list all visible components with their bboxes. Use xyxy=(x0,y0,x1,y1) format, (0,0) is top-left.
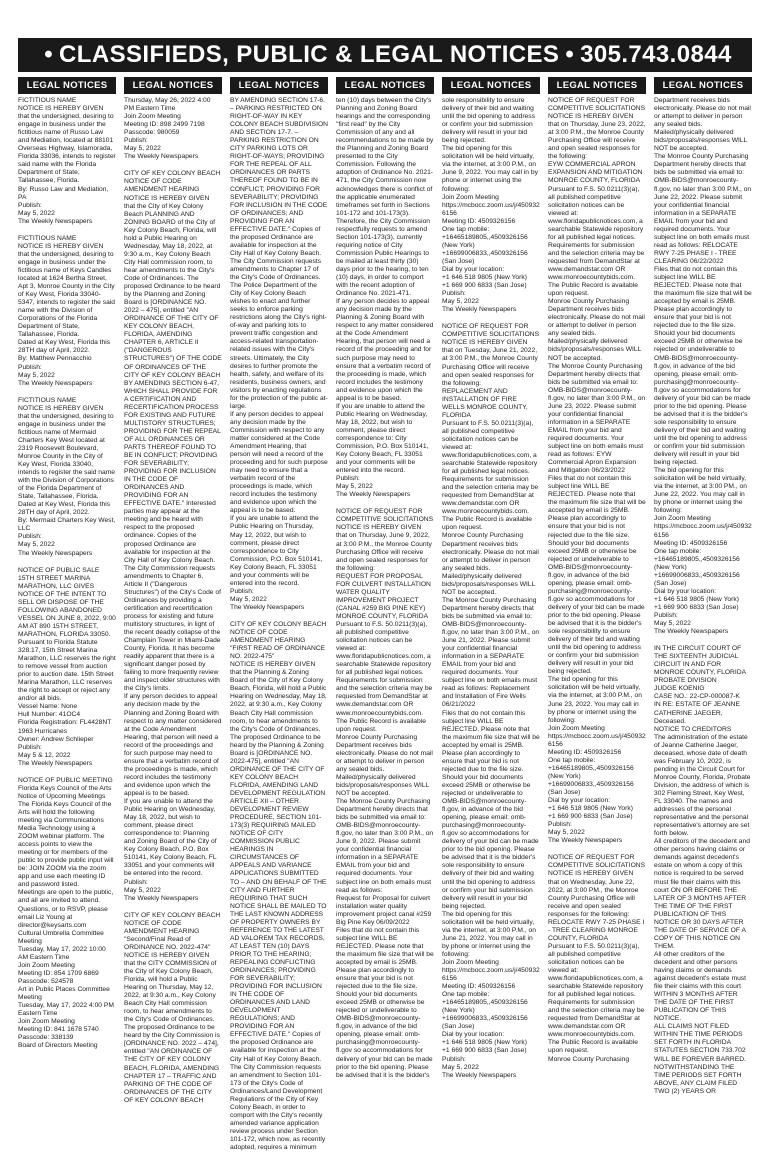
section-header-1: LEGAL NOTICES xyxy=(18,77,116,94)
notice-meeting-continued: Thursday, May 26, 2022 4:00 PM Eastern Time Join Zoom Meeting Meeting ID: 898 2499 7198 Passcode: 980059 Publish: May 5, 2022 The Weekly Newspapers xyxy=(124,97,211,161)
notice-first-read-continued: ten (10) days between the City's Planning and Zoning Board hearings and the corresponding "first read" by the City Commission of any and all recommendations to be made by the Planning and Zoning Board presented to the City Commission. Following the adoption of Ordinance No. 2021-471, the City Commission now acknowledges there is conflict of the applicable enumerated timeframes set forth in Sections 101-172 and 101-173(3). Therefore, the City Commission respectfully requests to amend Section 101-173(3), currently requiring notice of City Commission Public Hearings to be mailed at least thirty (30) days prior to the hearing, to ten (10) days, in order to comport with the recent adoption of Ordinance No. 2021-471. If any person decides to appeal any decision made by the Planning & Zoning Board with respect to any matter considered at the Code Amendment Hearing, that person will need a record of the proceeding and for such purpose may need to ensure that a verbatim record of the proceeding is made, which record includes the testimony and evidence upon which the appeal is to be based. If you are unable to attend the Public Hearing on Wednesday, May 18, 2022, but wish to comment, please direct correspondence to: City Commission, P.O. Box 510141, Key Colony Beach, FL 33051 and your comments will be entered into the record. Publish: May 5, 2022 The Weekly Newspapers xyxy=(336,97,434,499)
banner-title: CLASSIFIEDS, PUBLIC & LEGAL NOTICES xyxy=(59,41,560,68)
notice-ordinance-474-continued: BY AMENDING SECTION 17-6. – PARKING RESTRICTED ON RIGHT-OF-WAY IN KEY COLONY BEACH SUBDIVISION AND SECTION 17-7. – PARKING RESTRICTION ON CITY PARKING LOTS OR RIGHT-OF-WAYS; PROVIDING FOR THE REPEAL OF ALL ORDINANCES OR PARTS THEREOF FOUND TO BE IN CONFLICT; PROVIDING FOR SEVERABILITY; PROVIDING FOR INCLUSION IN THE CODE OF ORDINANCES; AND PROVIDING FOR AN EFFECTIVE DATE." Copies of the proposed Ordinance are available for inspection at the City Hall of Key Colony Beach. The City Commission requests amendments to Chapter 17 of the City's Code of Ordinances. The Police Department of the City of Key Colony Beach wishes to enact and further seeks to enforce parking restrictions along the City's right-of-way and parking lots to prevent traffic congestion and access-related transportation-related issues with the City's streets. Ultimately, the City desires to further promote the health, safety, and welfare of its residents, business owners, and visitors by enacting regulations for the protection of the public at-large. If any person decides to appeal any decision made by the Commission with respect to any matter considered at the Code Amendment Hearing, that person will need a record of the proceeding and for such purpose may need to ensure that a verbatim record of the proceedings is made, which record includes the testimony and evidence upon which the appeal is to be based. If you are unable to attend the Public Hearing on Thursday, May 12, 2022, but wish to comment, please direct correspondence to City Commission, P.O. Box 510141, Key Colony Beach, FL 33051 and your comments will be entered into the record. Publish: May 5, 2022 The Weekly Newspapers xyxy=(230,97,328,611)
notice-public-meeting: NOTICE OF PUBLIC MEETING Florida Keys Council of the Arts Notice of Upcoming Meetings The Florida Keys Council of the Arts will hold the following meeting via Communications Media Technology using a ZOOM webinar platform. The access points to view the meeting or for members of the public to provide public input will be: JOIN ZOOM via the zoom app and use each meeting ID and password listed. Meetings are open to the public, and all are invited to attend. Questions, or to RSVP, please email Liz Young at director@keysarts.com Cultural Umbrella Committee Meeting Tuesday, May 17, 2022 10:00 AM Eastern Time Join Zoom Meeting Meeting ID: 854 1709 6869 Passcode: 524578 Art in Public Places Committee Meeting Tuesday, May 17, 2022 4:00 PM Eastern Time Join Zoom Meeting Meeting ID: 841 1678 5740 Passcode: 338139 Board of Directors Meeting xyxy=(18,776,114,1050)
column-4 xyxy=(336,97,434,1079)
banner-phone: 305.743.0844 xyxy=(580,41,732,68)
notice-culvert-continued: sole responsibility to ensure delivery of their bid and waiting until the bid opening to address or confirm your bid submission delivery will result in your bid being rejected. The bid opening for this solicitation will be held virtually, via the internet, at 3:00 P.M., on June 9, 2022. You may call in by phone or internet using the following: Join Zoom Meeting https://mcbocc.zoom.us/j/4509326156 Meeting ID: 4509326156 One tap mobile: +16465189805,,4509326156 (New York) +16699006833,,4509326156 (San Jose) Dial by your location: +1 646 518 9805 (New York) +1 669 900 6833 (San Jose) Publish: May 5, 2022 The Weekly Newspapers xyxy=(442,97,540,314)
page-banner xyxy=(18,38,752,72)
notice-to-creditors: IN THE CIRCUIT COURT OF THE SIXTEENTH JUDICIAL CIRCUIT IN AND FOR MONROE COUNTY, FLORIDA PROBATE DIVISION JUDGE KOENIG CASE NO.: 22-CP-000087-K IN RE: ESTATE OF JEANNE CATHERINE JAEGER, Deceased. NOTICE TO CREDITORS The administration of the estate of Jeanne Catherine Jaeger, deceased, whose date of death was February 10, 2022, is pending in the Circuit Court for Monroe County, Florida, Probate Division, the address of which is 302 Fleming Street, Key West, FL 33040. The names and addresses of the personal representative and the personal representative's attorney are set forth below. All creditors of the decedent and other persons having claims or demands against decedent's estate on whom a copy of this notice is required to be served must file their claims with this court ON OR BEFORE THE LATER OF 3 MONTHS AFTER THE TIME OF THE FIRST PUBLICATION OF THIS NOTICE OR 30 DAYS AFTER THE DATE OF SERVICE OF A COPY OF THIS NOTICE ON THEM. All other creditors of the decedent and other persons having claims or demands against decedent's estate must file their claims with this court WITHIN 3 MONTHS AFTER THE DATE OF THE FIRST PUBLICATION OF THIS NOTICE. ALL CLAIMS NOT FILED WITHIN THE TIME PERIODS SET FORTH IN FLORIDA STATUTES SECTION 733.702 WILL BE FOREVER BARRED. NOTWITHSTANDING THE TIME PERIODS SET FORTH ABOVE, ANY CLAIM FILED TWO (2) YEARS OR xyxy=(654,645,751,1095)
notice-columns xyxy=(18,97,752,1152)
section-header-6: LEGAL NOTICES xyxy=(548,77,646,94)
notice-fictitious-name-russo: FICTITIOUS NAME NOTICE IS HEREBY GIVEN that the undersigned, desiring to engage in business under the fictitious name of Russo Law and Mediation, located at 88101 Overseas Highway, Islamorada, Florida 33036, intends to register said name with the Florida Department of State, Tallahassee, Florida. By: Russo Law and Mediation, PA Publish: May 5, 2022 The Weekly Newspapers xyxy=(18,97,116,225)
section-header-7: LEGAL NOTICES xyxy=(654,77,752,94)
notice-tree-clearing-solicitation: NOTICE OF REQUEST FOR COMPETITIVE SOLICITATIONS NOTICE IS HEREBY GIVEN that on Wednesday, June 22, 2022, at 3:00 PM., the Monroe County Purchasing Office will receive and open sealed responses for the following: RELOCATE RWY 7-25 PHASE I - TREE CLEARING MONROE COUNTY, FLORIDA Pursuant to F.S. 50.0211(3)(a), all published competitive solicitation notices can be viewed at: www.floridapublicnotices.com, a searchable Statewide repository for all published legal notices. Requirements for submission and the selection criteria may be requested from DemandStar at www.demandstar.com OR www.monroecountybids.com. The Public Record is available upon request. Monroe County Purchasing xyxy=(548,854,646,1063)
section-header-5: LEGAL NOTICES xyxy=(442,77,540,94)
section-headers xyxy=(18,77,752,94)
section-header-3: LEGAL NOTICES xyxy=(230,77,328,94)
notice-culvert-solicitation: NOTICE OF REQUEST FOR COMPETITIVE SOLICITATIONS NOTICE IS HEREBY GIVEN that on Thursday, June 9, 2022, at 3:00 P.M., the Monroe County Purchasing Office will receive and open sealed responses for the following: REQUEST FOR PROPOSAL FOR CULVERT INSTALLATION WATER QUALITY IMPROVEMENT PROJECT (CANAL #259 BIG PINE KEY) MONROE COUNTY, FLORIDA Pursuant to F.S. 50.0211(3)(a), all published competitive solicitation notices can be viewed at: www.floridapublicnotices.com, a searchable Statewide repository for all published legal notices. Requirements for submission and the selection criteria may be requested from DemandStar at www.demandstar.com OR www.monroecountybids.com. The Public Record is available upon request. Monroe County Purchasing Department receives bids electronically. Please do not mail or attempt to deliver in person any sealed bids. Mailed/physically delivered bids/proposals/responses WILL NOT be accepted. The Monroe County Purchasing Department hereby directs that bids be submitted via email to: OMB-BIDS@monroecounty-fl.gov, no later than 3:00 P.M., on June 9, 2022. Please submit your confidential financial information in a SEPARATE EMAIL from your bid and required documents. Your subject line on both emails must read as follows: Request for Proposal for culvert installation water quality improvement project canal #259 Big Pine Key 06/09/2022 Files that do not contain this subject line WILL BE REJECTED. Please note that the maximum file size that will be accepted by email is 25MB. Please plan accordingly to ensure that your bid is not rejected due to the file size. Should your bid documents exceed 25MB or otherwise be rejected or undeliverable to OMB-BIDS@monroecounty-fl.gov, in advance of the bid opening, please email: omb-purchasing@monroecounty-fl.gov so accommodations for delivery of your bid can be made prior to the bid opening. Please be advised that it is the bidder's xyxy=(336,508,434,1079)
column-3 xyxy=(230,97,328,1152)
notice-kcb-ordinance-474: CITY OF KEY COLONY BEACH NOTICE OF CODE AMENDMENT HEARING "Second/Final Read of ORDINANCE NO. 2022-474" NOTICE IS HEREBY GIVEN that the CITY COMMISSION of the City of Key Colony Beach, Florida, will hold a Public Hearing on Thursday, May 12, 2022, at 9:30 a.m., Key Colony Beach City Hall commission room, to hear amendments to the City's Code of Ordinances. The proposed Ordinance to be heard by the City Commission is [ORDINANCE NO. 2022 – 474], entitled "AN ORDINANCE OF THE CITY OF KEY COLONY BEACH, FLORIDA, AMENDING CHAPTER 17 – TRAFFIC AND PARKING OF THE CODE OF ORDINANCES OF THE CITY OF KEY COLONY BEACH xyxy=(124,911,221,1104)
column-2 xyxy=(124,97,222,1104)
notice-apron-solicitation: NOTICE OF REQUEST FOR COMPETITIVE SOLICITATIONS NOTICE IS HEREBY GIVEN that on Thursday, June 23, 2022, at 3:00 P.M., the Monroe County Purchasing Office will receive and open sealed responses for the following: EYW COMMERCIAL APRON EXPANSION AND MITIGATION MONROE COUNTY, FLORIDA Pursuant to F.S. 50.0211(3)(a), all published competitive solicitation notices can be viewed at: www.floridapublicnotices.com, a searchable Statewide repository for all published legal notices. Requirements for submission and the selection criteria may be requested from DemandStar at www.demandstar.com OR www.monroecountybids.com. The Public Record is available upon request. Monroe County Purchasing Department receives bids electronically. Please do not mail or attempt to deliver in person any sealed bids. Mailed/physically delivered bids/proposals/responses WILL NOT be accepted. The Monroe County Purchasing Department hereby directs that bids be submitted via email to: OMB-BIDS@monroecounty-fl.gov, no later than 3:00 P.M., on June 23, 2022. Please submit your confidential financial information in a SEPARATE EMAIL from your bid and required documents. Your subject line on both emails must read as follows: EYW Commercial Apron Expansion and Mitigation 06/23/2022 Files that do not contain this subject line WILL BE REJECTED. Please note that the maximum file size that will be accepted by email is 25MB. Please plan accordingly to ensure that your bid is not rejected due to the file size. Should your bid documents exceed 25MB or otherwise be rejected or undeliverable to OMB-BIDS@monroecounty-fl.gov, in advance of the bid opening, please email: omb-purchasing@monroecounty-fl.gov so accommodations for delivery of your bid can be made prior to the bid opening. Please be advised that it is the bidder's sole responsibility to ensure delivery of their bid and waiting until the bid opening to address or confirm your bid submission delivery will result in your bid being rejected. The bid opening for this solicitation will be held virtually, via the internet, at 3:00 P.M., on June 23, 2022. You may call in by phone or internet using the following: Join Zoom Meeting https://mcbocc.zoom.us/j/4509326156 Meeting ID: 4509326156 One tap mobile: +16465189805,,4509326156 (New York) +16699006833,,4509326156 (San Jose) Dial by your location: +1 646 518 9805 (New York) +1 669 900 6833 (San Jose) Publish: May 5, 2022 The Weekly Newspapers xyxy=(548,97,646,845)
notice-kcb-ordinance-475: CITY OF KEY COLONY BEACH NOTICE OF CODE AMENDMENT HEARING NOTICE IS HEREBY GIVEN that the City of Key Colony Beach PLANNING AND ZONING BOARD of the City of Key Colony Beach, Florida, will hold a Public Hearing on Wednesday, May 18, 2022, at 9:30 a.m., Key Colony Beach City Hall commission room, to hear amendments to the City's Code of Ordinances. The proposed Ordinance to be heard by the Planning and Zoning Board is [ORDINANCE NO. 2022 – 475], entitled "AN ORDINANCE OF THE CITY OF KEY COLONY BEACH, FLORIDA, AMENDING CHAPTER 6, ARTICLE II ("DANGEROUS STRUCTURES") OF THE CODE OF ORDINANCES OF THE CITY OF KEY COLONY BEACH BY AMENDING SECTION 6-47, WHICH SHALL PROVIDE FOR A CERTIFICATION AND RECERTIFICATION PROCESS FOR EXISTING AND FUTURE MULTISTORY STRUCTURES; PROVIDING FOR THE REPEAL OF ALL ORDINANCES OR PARTS THEREOF FOUND TO BE IN CONFLICT; PROVIDING FOR SEVERABILITY; PROVIDING FOR INCLUSION IN THE CODE OF ORDINANCES AND PROVIDING FOR AN EFFECTIVE DATE." Interested parties may appear at the meeting and be heard with respect to the proposed ordinance. Copies of the proposed Ordinance are available for inspection at the City Hall of Key Colony Beach. The City Commission requests amendments to Chapter 6, Article II ("Dangerous Structures") of the City's Code of Ordinances by providing a certification and recertification process for existing and future multistory structures, in light of the recent deadly collapse of the Champlain Tower in Miami-Dade County, Florida. It has become readily apparent that there is a significant danger posed by failing to more frequently review and inspect older structures with the City's limits. If any person decides to appeal any decision made by the Planning and Zoning Board with respect to any matter considered at the Code Amendment Hearing, that person will need a record of the proceedings and for such purpose may need to ensure that a verbatim record of the proceedings is made, which record includes the testimony and evidence upon which the appeal is to be based. If you are unable to attend the Public Hearing on Wednesday, May 18, 2022, but wish to comment, please direct correspondence to: Planning and Zoning Board of the City of Key Colony Beach, P.O. Box 510141, Key Colony Beach, FL 33051 and your comments will be entered into the record. Publish: May 5, 2022 The Weekly Newspapers xyxy=(124,170,222,902)
notice-kcb-first-read-475: CITY OF KEY COLONY BEACH NOTICE OF CODE AMENDMENT HEARING "FIRST READ OF ORDINANCE NO. 2022-475" NOTICE IS HEREBY GIVEN that the Planning & Zoning Board of the City of Key Colony Beach, Florida, will hold a Public Hearing on Wednesday, May 18, 2022, at 9:30 a.m., Key Colony Beach City Hall commission room, to hear amendments to the City's Code of Ordinances. The proposed Ordinance to be heard by the Planning & Zoning Board is [ORDINANCE NO. 2022-475], entitled "AN ORDINANCE OF THE CITY OF KEY COLONY BEACH FLORIDA, AMENDING LAND DEVELOPMENT REGULATION ARTICLE XII – OTHER DEVELOPMENT REVIEW PROCEDURE, SECTION 101-173(3) REQUIRING MAILED NOTICE OF CITY COMMISSION PUBLIC HEARINGS IN CIRCUMSTANCES OF APPEALS AND VARIANCE APPLICATIONS SUBMITTED TO – AND ON BEHALF OF THE CITY AND FURTHER REQUIRING THAT SUCH NOTICE SHALL BE MAILED TO THE LAST KNOWN ADDRESS OF PROPERTY OWNERS BY REFERENCE TO THE LATEST AD VALOREM TAX RECORDS, AT LEAST TEN (10) DAYS PRIOR TO THE HEARING; REPEALING CONFLICTING ORDINANCES; PROVIDING FOR SEVERABILITY; PROVIDING FOR INCLUSION IN THE CODE OF ORDINANCES AND LAND DEVELOPMENT REGULATIONS; AND PROVIDING FOR AN EFFECTIVE DATE." Copies of the proposed Ordinance are available for inspection at the City Hall of Key Colony Beach. The City Commission requests an amendment to Section 101-173 of the City's Code of Ordinances/Land Development Regulations of the City of Key Colony Beach, in order to comport with the City's recently amended variance application review process under Section 101-172, which now, as recently adopted, requires a minimum xyxy=(230,621,327,1152)
banner-separator: • xyxy=(565,41,575,68)
section-header-2: LEGAL NOTICES xyxy=(124,77,222,94)
column-5 xyxy=(442,97,540,1079)
column-6 xyxy=(548,97,646,1063)
notice-fictitious-name-mermaid-charters: FICTITIOUS NAME NOTICE IS HEREBY GIVEN that the undersigned, desiring to engage in business under the fictitious name of Mermaid Charters Key West located at 2319 Roosevelt Boulevard, Monroe County in the City of Key West, Florida 33040, intends to register the said name with the Division of Corporations of the Florida Department of State, Tallahassee, Florida. Dated at Key West, Florida this 28TH day of April, 2022. By: Mermaid Charters Key West, LLC Publish: May 5, 2022 The Weekly Newspapers xyxy=(18,396,116,557)
banner-bullet: • xyxy=(44,41,54,68)
notice-tree-clearing-continued: Department receives bids electronically. Please do not mail or attempt to deliver in person any sealed bids. Mailed/physically delivered bids/proposals/responses WILL NOT be accepted. The Monroe County Purchasing Department hereby directs that bids be submitted via email to: OMB-BIDS@monroecounty-fl.gov, no later than 3:00 P.M., on June 22, 2022. Please submit your confidential financial information in a SEPARATE EMAIL from your bid and required documents. Your subject line on both emails must read as follows: RELOCATE RWY 7-25 PHASE I - TREE CLEARING 06/22/2022 Files that do not contain this subject line WILL BE REJECTED. Please note that the maximum file size that will be accepted by email is 25MB. Please plan accordingly to ensure that your bid is not rejected due to the file size. Should your bid documents exceed 25MB or otherwise be rejected or undeliverable to OMB-BIDS@monroecounty-fl.gov, in advance of the bid opening, please email: omb-purchasing@monroecounty-fl.gov so accommodations for delivery of your bid can be made prior to the bid opening. Please be advised that it is the bidder's sole responsibility to ensure delivery of their bid and waiting until the bid opening to address or confirm your bid submission delivery will result in your bid being rejected. The bid opening for this solicitation will be held virtually, via the internet, at 3:00 PM., on June 22, 2022. You may call in by phone or internet using the following: Join Zoom Meeting https://mcbocc.zoom.us/j/4509326156 Meeting ID: 4509326156 One tap mobile: +16465189805,,4509326156 (New York) +16699006833,,4509326156 (San Jose) Dial by your location: +1 646 518 9805 (New York) +1 669 900 6833 (San Jose) Publish: May 5, 2022 The Weekly Newspapers xyxy=(654,97,752,636)
notice-public-sale: NOTICE OF PUBLIC SALE 15TH STREET MARINA MARATHON, LLC GIVES NOTICE OF THE INTENT TO SELL OR DISPOSE OF THE FOLLOWING ABANDONED VESSEL ON JUNE 8, 2022, 9:00 AM AT 890 15TH STREET, MARATHON, FLORIDA 33050. Pursuant to Florida Statute 328.17, 15th Street Marina Marathon, LLC reserves the right to remove vessel from auction prior to auction date. 15th Street Marina Marathon, LLC reserves the right to accept or reject any and/or all bids. Vessel Name: None Hull Number: 41OC4 Florida Registration: FL4428NT 1963 Hurricanes Owner: Andrew Schlieper Publish: May 5 & 12, 2022 The Weekly Newspapers xyxy=(18,566,116,767)
section-header-4: LEGAL NOTICES xyxy=(336,77,434,94)
column-7 xyxy=(654,97,752,1095)
notice-fire-wells-solicitation: NOTICE OF REQUEST FOR COMPETITIVE SOLICITATIONS NOTICE IS HEREBY GIVEN that on Tuesday, June 21, 2022, at 3:00 P.M., the Monroe County Purchasing Office will receive and open sealed responses for the following: REPLACEMENT AND INSTALLATION OF FIRE WELLS MONROE COUNTY, FLORIDA Pursuant to F.S. 50.0211(3)(a), all published competitive solicitation notices can be viewed at: www.floridapublicnotices.com, a searchable Statewide repository for all published legal notices. Requirements for submission and the selection criteria may be requested from DemandStar at www.demandstar.com OR www.monroecountybids.com. The Public Record is available upon request. Monroe County Purchasing Department receives bids electronically. Please do not mail or attempt to deliver in person any sealed bids. Mailed/physically delivered bids/proposals/responses WILL NOT be accepted. The Monroe County Purchasing Department hereby directs that bids be submitted via email to: OMB-BIDS@monroecounty-fl.gov, no later than 3:00 P.M., on June 21, 2022. Please submit your confidential financial information in a SEPARATE EMAIL from your bid and required documents. Your subject line on both emails must read as follows: Replacement and Installation of Fire Wells 06/21/2022 Files that do not contain this subject line WILL BE REJECTED. Please note that the maximum file size that will be accepted by email is 25MB. Please plan accordingly to ensure that your bid is not rejected due to the file size. Should your bid documents exceed 25MB or otherwise be rejected or undeliverable to OMB-BIDS@monroecounty-fl.gov, in advance of the bid opening, please email: omb-purchasing@monroecounty-fl.gov so accommodations for delivery of your bid can be made prior to the bid opening. Please be advised that it is the bidder's sole responsibility to ensure delivery of their bid and waiting until the bid opening to address or confirm your bid submission delivery will result in your bid being rejected. The bid opening for this solicitation will be held virtually, via the internet, at 3:00 P.M., on June 21, 2022. You may call in by phone or internet using the following: Join Zoom Meeting https://mcbocc.zoom.us/j/4509326156 Meeting ID: 4509326156 One tap mobile: +16465189805,,4509326156 (New York) +16699006833,,4509326156 (San Jose) Dial by your location: +1 646 518 9805 (New York) +1 669 900 6833 (San Jose) Publish: May 5, 2022 The Weekly Newspapers xyxy=(442,323,540,1079)
column-1 xyxy=(18,97,116,1050)
notice-fictitious-name-keys-candles: FICTITIOUS NAME NOTICE IS HEREBY GIVEN that the undersigned, desiring to engage in business under the fictitious name of Keys Candles located at 1624 Bertha Street, Apt 3, Monroe County in the City of Key West, Florida 33040-5347, intends to register the said name with the Division of Corporations of the Florida Department of State, Tallahassee, Florida. Dated at Key West, Florida this 28TH day of April, 2022. By: Matthew Pennacchio Publish: May 5, 2022 The Weekly Newspapers xyxy=(18,234,116,387)
